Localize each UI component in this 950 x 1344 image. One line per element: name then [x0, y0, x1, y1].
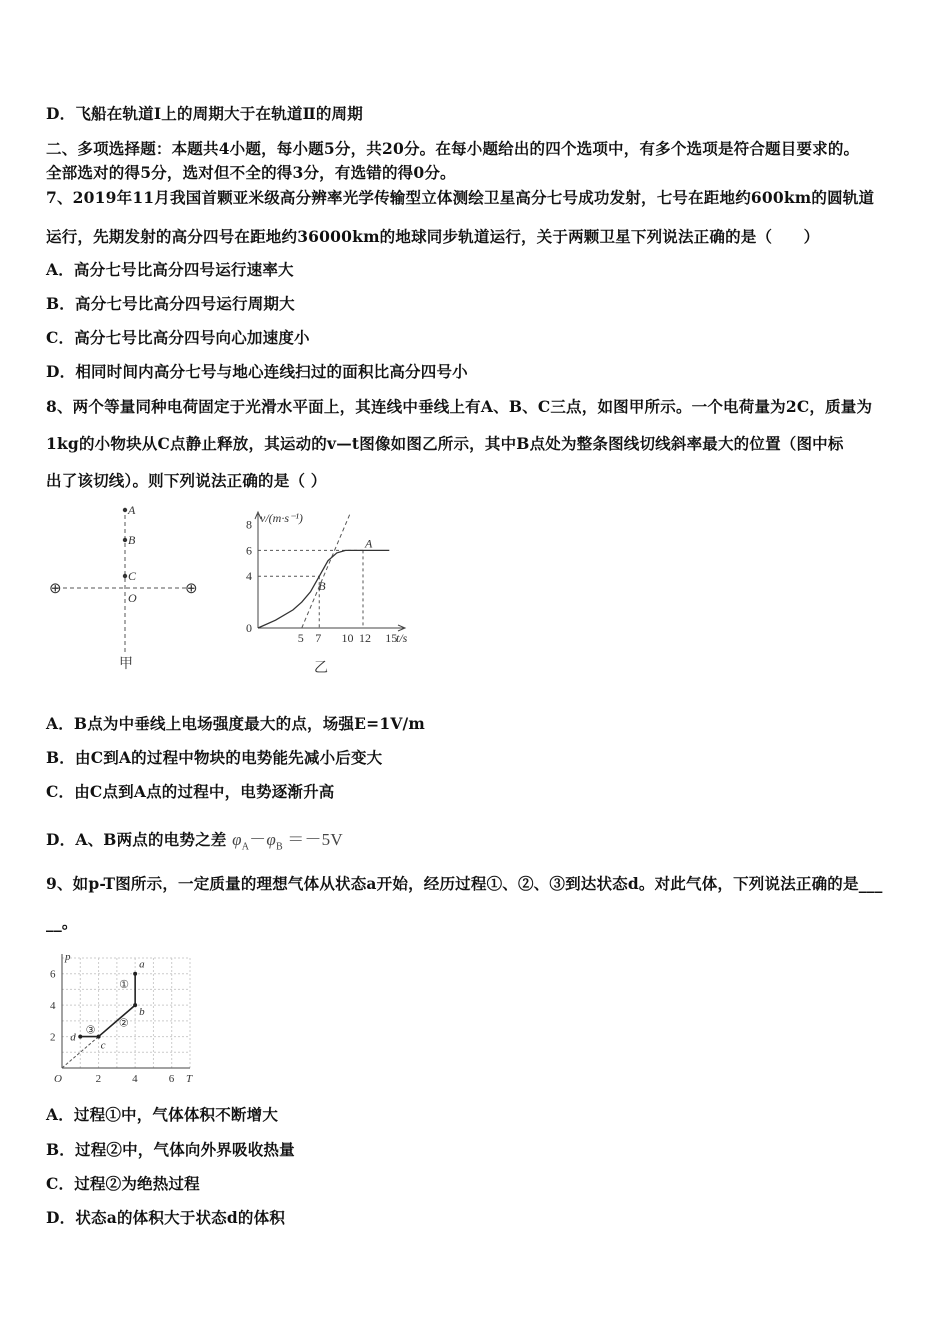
q9-stem-line2: __。 [46, 913, 78, 932]
label-o: O [128, 591, 137, 605]
q9-option-c: C．过程②为绝热过程 [46, 1174, 200, 1193]
q8-option-d [46, 825, 343, 852]
state-label-b: b [139, 1006, 145, 1019]
state-label-a: a [139, 958, 145, 971]
point-a-label: A [365, 536, 373, 551]
x-tick-label: 7 [315, 631, 322, 645]
origin-label: 0 [246, 621, 252, 635]
charge-left: ⊕ [49, 581, 62, 597]
potential-difference-formula: $\varphi_A-\varphi_B =-5V$ [232, 830, 343, 853]
caption-yi: 乙 [314, 661, 328, 676]
section-instructions: 全部选对的得5分，选对但不全的得3分，有选错的得0分。 [46, 163, 456, 182]
x-axis-label: t/s [396, 631, 408, 645]
q9-option-a: A．过程①中，气体体积不断增大 [46, 1105, 279, 1124]
y-tick-label: 8 [246, 517, 252, 532]
q8-option-b: B．由C到A的过程中物块的电势能先减小后变大 [46, 748, 383, 767]
y-tick-label: 4 [50, 1000, 56, 1013]
x-tick-label: 4 [132, 1073, 138, 1085]
q8-stem-line2: 1kg的小物块从C点静止释放，其运动的v—t图像如图乙所示，其中B点处为整条图线切线斜率最大的位置（图中标 [46, 434, 844, 453]
y-tick-label: 4 [246, 569, 252, 584]
x-tick-label: 6 [168, 1073, 175, 1085]
process-label-2: ② [118, 1017, 129, 1030]
q7-stem-line1: 7、2019年11月我国首颗亚米级高分辨率光学传输型立体测绘卫星高分七号成功发射，七号在距地约600km的圆轨道 [46, 188, 875, 207]
y-axis-label: v/(m·s⁻¹) [260, 511, 303, 525]
q7-option-a: A．高分七号比高分四号运行速率大 [46, 260, 294, 279]
y-tick-label: 2 [50, 1031, 56, 1044]
q7-stem-line2: 运行，先期发射的高分四号在距地约36000km的地球同步轨道运行，关于两颗卫星下列说法正确的是（ ） [46, 227, 820, 246]
process-label-1: ① [119, 978, 130, 991]
state-point-c [97, 1035, 101, 1039]
x-axis-label: T [186, 1073, 193, 1085]
point-c [123, 574, 127, 578]
q7-option-d: D．相同时间内高分七号与地心连线扫过的面积比高分四号小 [46, 362, 468, 381]
q8-stem-line3: 出了该切线）。则下列说法正确的是（ ） [46, 471, 327, 490]
state-label-c: c [100, 1039, 106, 1052]
q7-option-c: C．高分七号比高分四号向心加速度小 [46, 328, 310, 347]
y-axis-label: p [65, 951, 71, 963]
process-label-3: ③ [85, 1024, 96, 1037]
y-tick-label: 6 [50, 968, 56, 981]
figure-jia [44, 500, 209, 675]
q7-option-b: B．高分七号比高分四号运行周期大 [46, 294, 295, 313]
label-b: B [128, 533, 136, 547]
figure-pt-chart [44, 942, 204, 1092]
point-a [123, 508, 127, 512]
q8-stem-line1: 8、两个等量同种电荷固定于光滑水平面上，其连线中垂线上有A、B、C三点，如图甲所示。一个电荷量为2C，质量为 [46, 397, 873, 416]
state-label-d: d [70, 1031, 76, 1044]
point-b-label: B [318, 579, 326, 594]
x-tick-label: 12 [359, 631, 371, 645]
x-tick-label: 10 [341, 631, 354, 645]
label-c: C [128, 569, 137, 583]
q9-stem-line1: 9、如p-T图所示，一定质量的理想气体从状态a开始，经历过程①、②、③到达状态d。对此气体，下列说法正确的是___ [46, 874, 883, 893]
caption-jia: 甲 [119, 657, 133, 672]
section-heading: 二、多项选择题：本题共4小题，每小题5分，共20分。在每小题给出的四个选项中，有多个选项是符合题目要求的。 [46, 139, 860, 158]
tangent-line [302, 514, 350, 628]
point-b [123, 538, 127, 542]
state-point-d [78, 1035, 82, 1039]
y-tick-label: 6 [246, 543, 252, 558]
figure-yi-vt-chart [228, 500, 418, 680]
x-tick-label: 15 [385, 631, 398, 645]
charge-right: ⊕ [185, 581, 198, 597]
x-tick-label: 2 [95, 1073, 102, 1085]
q9-option-d: D．状态a的体积大于状态d的体积 [46, 1208, 286, 1227]
q8-option-c: C．由C点到A点的过程中，电势逐渐升高 [46, 782, 335, 801]
label-a: A [128, 503, 136, 517]
state-point-b [133, 1003, 137, 1007]
q6-option-d: D．飞船在轨道Ⅰ上的周期大于在轨道Ⅱ的周期 [46, 104, 363, 123]
q9-option-b: B．过程②中，气体向外界吸收热量 [46, 1140, 295, 1159]
x-tick-label: 5 [297, 631, 304, 645]
state-point-a [133, 972, 137, 976]
origin-label: O [54, 1073, 62, 1085]
q8-option-a: A．B点为中垂线上电场强度最大的点，场强E=1V/m [46, 714, 426, 733]
q8-option-d-text: D．A、B两点的电势之差 [46, 830, 227, 849]
